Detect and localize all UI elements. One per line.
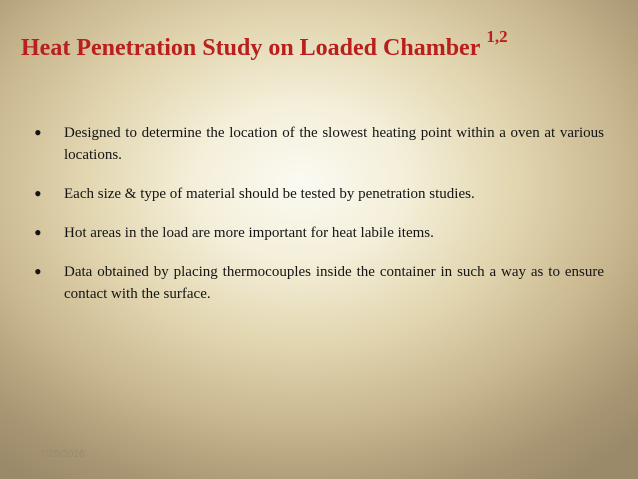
bullet-icon: • xyxy=(34,259,42,284)
bullet-icon: • xyxy=(34,120,42,145)
bullet-list xyxy=(34,122,604,322)
title-superscript: 1,2 xyxy=(486,27,508,46)
bullet-item xyxy=(34,183,604,205)
footer-page-number: 33 xyxy=(586,449,598,460)
bullet-icon: • xyxy=(34,181,42,206)
bullet-item xyxy=(34,261,604,305)
slide-title xyxy=(21,26,508,63)
bullet-icon: • xyxy=(34,220,42,245)
slide-title-text: Heat Penetration Study on Loaded Chamber xyxy=(21,35,481,61)
bullet-item xyxy=(34,122,604,166)
bullet-text: Data obtained by placing thermocouples inside the container in such a way as to ensure contact with the surface. xyxy=(64,264,604,302)
bullet-item xyxy=(34,222,604,244)
footer-date: 7/29/2016 xyxy=(40,449,85,460)
bullet-text: Each size & type of material should be tested by penetration studies. xyxy=(64,186,475,202)
bullet-text: Hot areas in the load are more important for heat labile items. xyxy=(64,225,434,241)
bullet-text: Designed to determine the location of the slowest heating point within a oven at various locations. xyxy=(64,125,604,163)
